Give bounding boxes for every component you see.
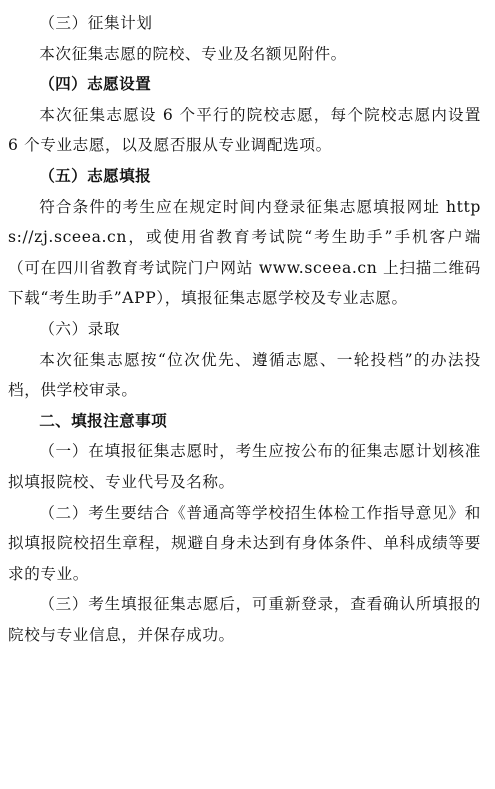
section-heading-volunteer-setup: （四）志愿设置 bbox=[39, 75, 152, 94]
paragraph-volunteer-filling: 符合条件的考生应在规定时间内登录征集志愿填报网址 https://zj.sceea.cn，或使用省教育考试院“考生助手”手机客户端（可在四川省教育考试院门户网站 www.sceea.cn 上扫描二维码下载“考生助手”APP），填报征集志愿学校及专业志愿。 bbox=[8, 197, 481, 308]
paragraph-recruitment-plan: 本次征集志愿的院校、专业及名额见附件。 bbox=[39, 44, 347, 63]
paragraph-admission: 本次征集志愿按“位次优先、遵循志愿、一轮投档”的办法投档，供学校审录。 bbox=[8, 350, 481, 400]
section-heading-admission: （六）录取 bbox=[39, 319, 121, 338]
paragraph-volunteer-setup: 本次征集志愿设 6 个平行的院校志愿，每个院校志愿内设置 6 个专业志愿，以及愿否服从专业调配选项。 bbox=[8, 105, 481, 155]
section-heading-recruitment-plan: （三）征集计划 bbox=[39, 14, 153, 32]
section-heading-volunteer-filling: （五）志愿填报 bbox=[39, 166, 152, 185]
paragraph-note-3: （三）考生填报征集志愿后，可重新登录，查看确认所填报的院校与专业信息，并保存成功。 bbox=[8, 595, 481, 644]
section-heading-filling-notes: 二、填报注意事项 bbox=[39, 411, 168, 430]
paragraph-note-1: （一）在填报征集志愿时，考生应按公布的征集志愿计划核准拟填报院校、专业代号及名称。 bbox=[8, 442, 481, 491]
paragraph-note-2: （二）考生要结合《普通高等学校招生体检工作指导意见》和拟填报院校招生章程，规避自身未达到有身体条件、单科成绩等要求的专业。 bbox=[8, 503, 481, 583]
